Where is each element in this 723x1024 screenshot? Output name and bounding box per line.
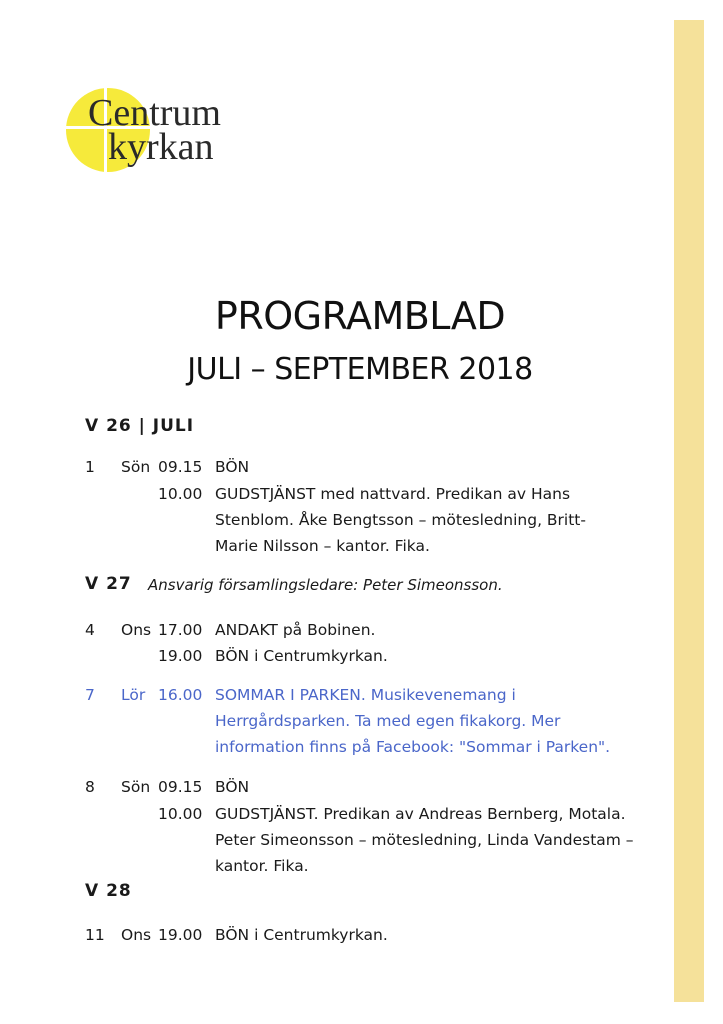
event-text: BÖN i Centrumkyrkan. (215, 647, 388, 665)
week-heading-26: V 26 | JULI (85, 416, 195, 436)
week-heading-27: V 27 (85, 574, 132, 594)
event-weekday: Sön (121, 778, 151, 796)
event-day: 8 (85, 778, 95, 796)
week-heading-28: V 28 (85, 881, 132, 901)
event-text: SOMMAR I PARKEN. Musikevenemang i Herrgårdsparken. Ta med egen fikakorg. Mer information finns på Facebook: "Sommar i Parken". (215, 686, 611, 756)
event-day: 11 (85, 926, 105, 944)
event-time: 16.00 (158, 686, 203, 704)
event-text: BÖN (215, 778, 250, 796)
event-time: 19.00 (158, 647, 203, 665)
page-subtitle: JULI – SEPTEMBER 2018 (187, 352, 533, 387)
event-time: 17.00 (158, 621, 203, 639)
page-title: PROGRAMBLAD (214, 294, 506, 338)
week-note: Ansvarig församlingsledare: Peter Simeonsson. (148, 576, 503, 594)
event-time: 10.00 (158, 485, 203, 503)
event-day: 4 (85, 621, 95, 639)
event-text: ANDAKT på Bobinen. (215, 621, 376, 639)
event-time: 09.15 (158, 778, 203, 796)
event-weekday: Lör (121, 686, 146, 704)
event-text: BÖN (215, 458, 250, 476)
event-text: GUDSTJÄNST. Predikan av Andreas Bernberg, Motala. Peter Simeonsson – mötesledning, Linda Vandestam – kantor. Fika. (215, 805, 634, 875)
event-text: BÖN i Centrumkyrkan. (215, 926, 388, 944)
event-weekday: Ons (121, 621, 152, 639)
side-stripe (674, 20, 704, 1002)
event-text: GUDSTJÄNST med nattvard. Predikan av Hans Stenblom. Åke Bengtsson – mötesledning, Britt-Marie Nilsson – kantor. Fika. (215, 485, 586, 555)
event-day: 1 (85, 458, 95, 476)
event-day: 7 (85, 686, 95, 704)
centrumkyrkan-logo (66, 88, 266, 178)
event-time: 10.00 (158, 805, 203, 823)
logo-text-line2: kyrkan (108, 126, 214, 168)
logo-text-line1: Centrum (88, 92, 221, 134)
event-time: 19.00 (158, 926, 203, 944)
event-time: 09.15 (158, 458, 203, 476)
event-weekday: Sön (121, 458, 151, 476)
event-weekday: Ons (121, 926, 152, 944)
